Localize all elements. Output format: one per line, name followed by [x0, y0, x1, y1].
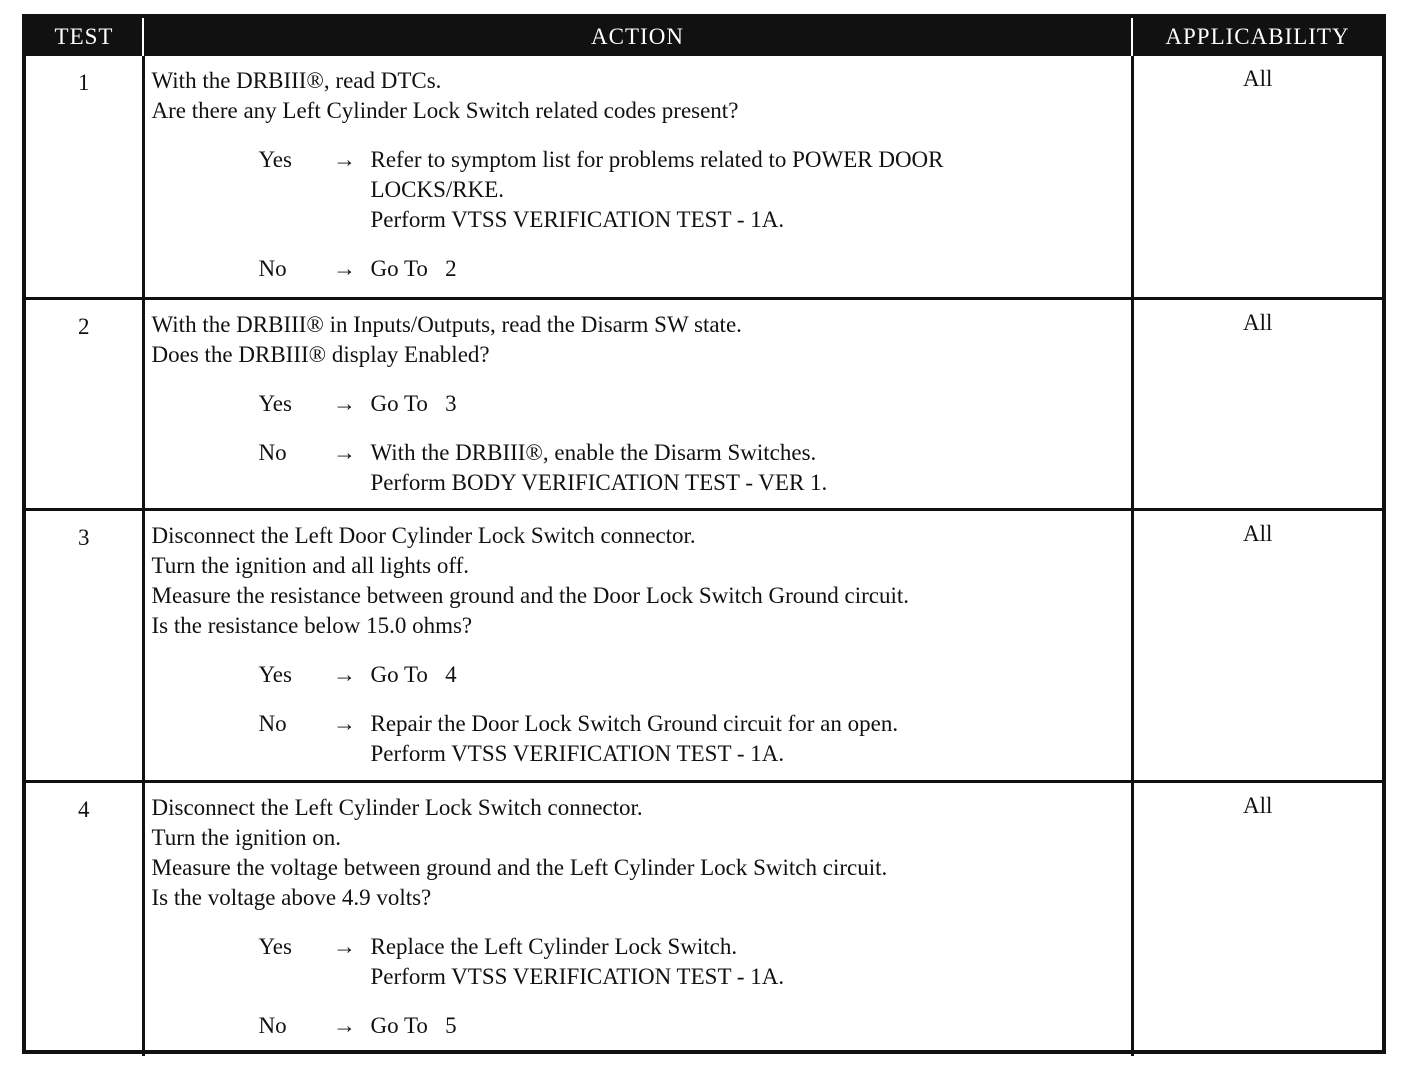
question-line: With the DRBIII® in Inputs/Outputs, read the Disarm SW state. [151, 311, 742, 337]
action-cell [143, 56, 1132, 298]
right-arrow-icon: → [333, 439, 356, 465]
response-line: Repair the Door Lock Switch Ground circuit for an open. [370, 710, 899, 736]
response-line: Perform BODY VERIFICATION TEST - VER 1. [370, 469, 828, 495]
yes-text [371, 660, 1123, 690]
action-cell [143, 781, 1132, 1056]
response-line: Go To 2 [370, 256, 457, 281]
question-line: Is the resistance below 15.0 ohms? [151, 612, 473, 638]
no-text [371, 1011, 1123, 1041]
question-line: Does the DRBIII® display Enabled? [151, 341, 490, 367]
response-line: Refer to symptom list for problems related to POWER DOOR [370, 147, 944, 172]
question-line: Measure the resistance between ground and the Door Lock Switch Ground circuit. [151, 582, 909, 608]
test-number: 2 [26, 298, 143, 509]
action-cell [143, 298, 1132, 509]
diagnostic-test-table [26, 18, 1382, 1056]
applicability-value: All [1132, 781, 1382, 1056]
right-arrow-icon: → [333, 1012, 356, 1038]
question-line: Are there any Left Cylinder Lock Switch related codes present? [151, 98, 739, 123]
right-arrow-icon: → [333, 710, 356, 736]
yes-label: Yes [258, 390, 292, 416]
response-line: Go To 5 [370, 1012, 457, 1038]
question-line: Turn the ignition and all lights off. [151, 552, 470, 578]
no-response [152, 709, 1123, 769]
response-line: With the DRBIII®, enable the Disarm Switches. [370, 439, 817, 465]
question-line: Disconnect the Left Door Cylinder Lock Switch connector. [151, 522, 696, 548]
response-line: Perform VTSS VERIFICATION TEST - 1A. [370, 740, 785, 766]
right-arrow-icon: → [333, 390, 356, 416]
response-line: Perform VTSS VERIFICATION TEST - 1A. [370, 207, 785, 232]
no-label: No [258, 439, 287, 465]
no-label: No [258, 256, 287, 281]
yes-text [371, 389, 1123, 419]
diagnostic-test-table-frame [22, 14, 1386, 1054]
applicability-value: All [1132, 298, 1382, 509]
header-applicability: APPLICABILITY [1132, 18, 1382, 56]
no-text [371, 709, 1123, 769]
no-response [152, 1011, 1123, 1041]
yes-text [371, 932, 1123, 992]
yes-label: Yes [258, 147, 292, 172]
yes-label: Yes [258, 661, 292, 687]
yes-response [152, 145, 1123, 235]
test-number: 4 [26, 781, 143, 1056]
question-line: Is the voltage above 4.9 volts? [151, 884, 432, 910]
yes-response [152, 389, 1123, 419]
no-text [371, 438, 1123, 498]
table-row [26, 56, 1382, 298]
header-action: ACTION [143, 18, 1132, 56]
question-line: With the DRBIII®, read DTCs. [151, 68, 442, 93]
no-response [152, 438, 1123, 498]
response-line: Replace the Left Cylinder Lock Switch. [370, 933, 738, 959]
right-arrow-icon: → [333, 933, 356, 959]
right-arrow-icon: → [333, 147, 356, 172]
test-number: 3 [26, 509, 143, 781]
response-line: LOCKS/RKE. [370, 177, 505, 202]
yes-response [152, 932, 1123, 992]
no-response [152, 254, 1123, 284]
response-line: Perform VTSS VERIFICATION TEST - 1A. [370, 963, 785, 989]
yes-response [152, 660, 1123, 690]
applicability-value: All [1132, 509, 1382, 781]
action-cell [143, 509, 1132, 781]
table-row [26, 298, 1382, 509]
header-test: TEST [26, 18, 143, 56]
question-line: Measure the voltage between ground and the Left Cylinder Lock Switch circuit. [151, 854, 888, 880]
test-number: 1 [78, 70, 90, 95]
table-row [26, 509, 1382, 781]
yes-label: Yes [258, 933, 292, 959]
no-text [371, 254, 1123, 284]
right-arrow-icon: → [333, 256, 356, 281]
applicability-value: All [1132, 56, 1382, 298]
yes-text [371, 145, 1123, 235]
question-line: Disconnect the Left Cylinder Lock Switch connector. [151, 794, 643, 820]
response-line: Go To 4 [370, 661, 457, 687]
no-label: No [258, 1012, 287, 1038]
response-line: Go To 3 [370, 390, 457, 416]
table-row [26, 781, 1382, 1056]
no-label: No [258, 710, 287, 736]
right-arrow-icon: → [333, 661, 356, 687]
question-line: Turn the ignition on. [151, 824, 342, 850]
table-header-row [26, 18, 1382, 56]
